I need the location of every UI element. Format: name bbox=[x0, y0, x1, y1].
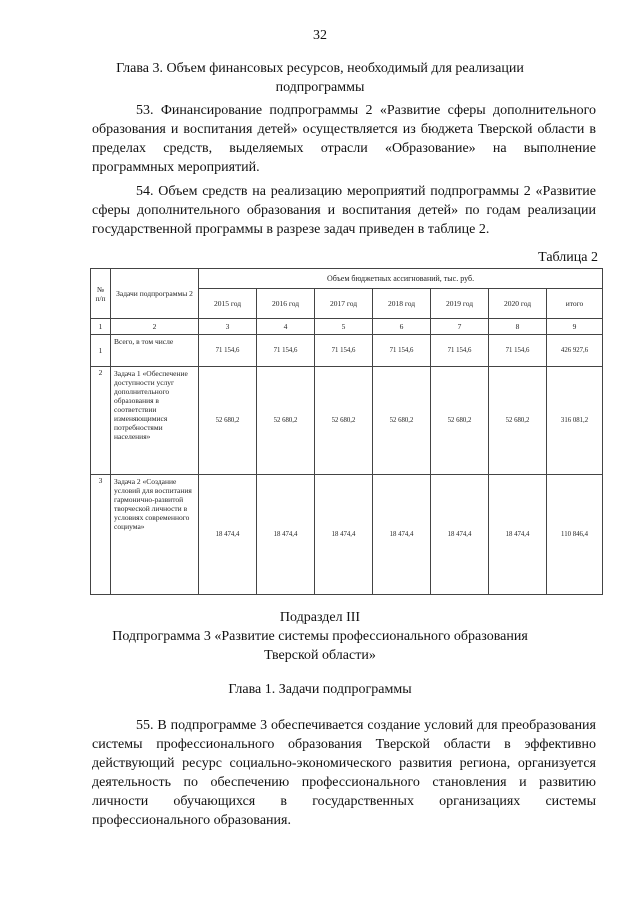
row-value: 52 680,2 bbox=[489, 367, 547, 475]
header-year: 2018 год bbox=[373, 289, 431, 319]
chapter3-title bbox=[90, 59, 550, 97]
row-total: 110 846,4 bbox=[547, 475, 603, 595]
row-value: 71 154,6 bbox=[431, 335, 489, 367]
row-number: 1 bbox=[91, 335, 111, 367]
row-number: 3 bbox=[91, 475, 111, 595]
header-total: итого bbox=[547, 289, 603, 319]
header-year: 2017 год bbox=[315, 289, 373, 319]
paragraph-55-block bbox=[92, 716, 596, 830]
table-row bbox=[91, 335, 603, 367]
column-number: 8 bbox=[489, 319, 547, 335]
row-task: Задача 1 «Обеспечение доступности услуг дополнительного образования в соответствии изменяющимися потребностями населения» bbox=[111, 367, 199, 475]
header-tasks: Задачи подпрограммы 2 bbox=[111, 269, 199, 319]
row-task: Задача 2 «Создание условий для воспитания гармонично-развитой творческой личности в условиях современного социума» bbox=[111, 475, 199, 595]
row-value: 18 474,4 bbox=[489, 475, 547, 595]
row-total: 316 081,2 bbox=[547, 367, 603, 475]
row-total: 426 927,6 bbox=[547, 335, 603, 367]
paragraph-54: 54. Объем средств на реализацию мероприятий подпрограммы 2 «Развитие сферы дополнительного образования и воспитания детей» по годам реализации государственной программы в разрезе задач приведен в таблице 2. bbox=[92, 184, 596, 237]
row-value: 52 680,2 bbox=[373, 367, 431, 475]
header-number: № п/п bbox=[91, 269, 111, 319]
header-year: 2015 год bbox=[199, 289, 257, 319]
row-value: 52 680,2 bbox=[199, 367, 257, 475]
subsection-heading bbox=[90, 608, 550, 665]
column-number: 5 bbox=[315, 319, 373, 335]
header-year: 2016 год bbox=[257, 289, 315, 319]
table-header-row-1 bbox=[91, 269, 603, 289]
row-value: 18 474,4 bbox=[431, 475, 489, 595]
table-caption: Таблица 2 bbox=[538, 250, 598, 265]
column-number: 1 bbox=[91, 319, 111, 335]
column-number-row bbox=[91, 319, 603, 335]
row-value: 71 154,6 bbox=[489, 335, 547, 367]
paragraph-53: 53. Финансирование подпрограммы 2 «Развитие сферы дополнительного образования и воспитания детей» осуществляется из бюджета Тверской области в пределах средств, выделяемых отрасли «Образование» на выполнение программных мероприятий. bbox=[92, 103, 596, 175]
paragraph-53-block bbox=[92, 101, 596, 177]
row-value: 18 474,4 bbox=[199, 475, 257, 595]
row-value: 52 680,2 bbox=[315, 367, 373, 475]
header-year: 2020 год bbox=[489, 289, 547, 319]
paragraph-55: 55. В подпрограмме 3 обеспечивается создание условий для преобразования системы профессионального образования Тверской области в эффективно действующий ресурс социально-экономического развития региона, организуется деятельность по обеспечению профессионального становления и развитию личности обучающихся в государственных организациях системы профессионального образования. bbox=[92, 718, 596, 828]
header-year: 2019 год bbox=[431, 289, 489, 319]
row-value: 18 474,4 bbox=[373, 475, 431, 595]
table-row bbox=[91, 367, 603, 475]
row-value: 71 154,6 bbox=[373, 335, 431, 367]
header-budget: Объем бюджетных ассигнований, тыс. руб. bbox=[199, 269, 603, 289]
row-value: 52 680,2 bbox=[257, 367, 315, 475]
subsection-line2: Подпрограмма 3 «Развитие системы профессионального образования bbox=[112, 629, 528, 644]
subsection-line1: Подраздел III bbox=[279, 610, 361, 625]
table-row bbox=[91, 475, 603, 595]
page-number: 32 bbox=[313, 28, 327, 43]
row-value: 18 474,4 bbox=[257, 475, 315, 595]
subsection-line3: Тверской области» bbox=[264, 648, 376, 663]
row-number: 2 bbox=[91, 367, 111, 475]
chapter3-title-line2: подпрограммы bbox=[275, 80, 365, 95]
row-value: 71 154,6 bbox=[257, 335, 315, 367]
column-number: 4 bbox=[257, 319, 315, 335]
column-number: 3 bbox=[199, 319, 257, 335]
row-value: 18 474,4 bbox=[315, 475, 373, 595]
paragraph-54-block bbox=[92, 182, 596, 239]
chapter3-title-line1: Глава 3. Объем финансовых ресурсов, необходимый для реализации bbox=[116, 61, 524, 76]
budget-table bbox=[90, 268, 603, 595]
column-number: 6 bbox=[373, 319, 431, 335]
chapter1-title: Глава 1. Задачи подпрограммы bbox=[228, 682, 412, 697]
row-value: 71 154,6 bbox=[315, 335, 373, 367]
column-number: 2 bbox=[111, 319, 199, 335]
column-number: 7 bbox=[431, 319, 489, 335]
row-task: Всего, в том числе bbox=[111, 335, 199, 367]
row-value: 71 154,6 bbox=[199, 335, 257, 367]
column-number: 9 bbox=[547, 319, 603, 335]
row-value: 52 680,2 bbox=[431, 367, 489, 475]
